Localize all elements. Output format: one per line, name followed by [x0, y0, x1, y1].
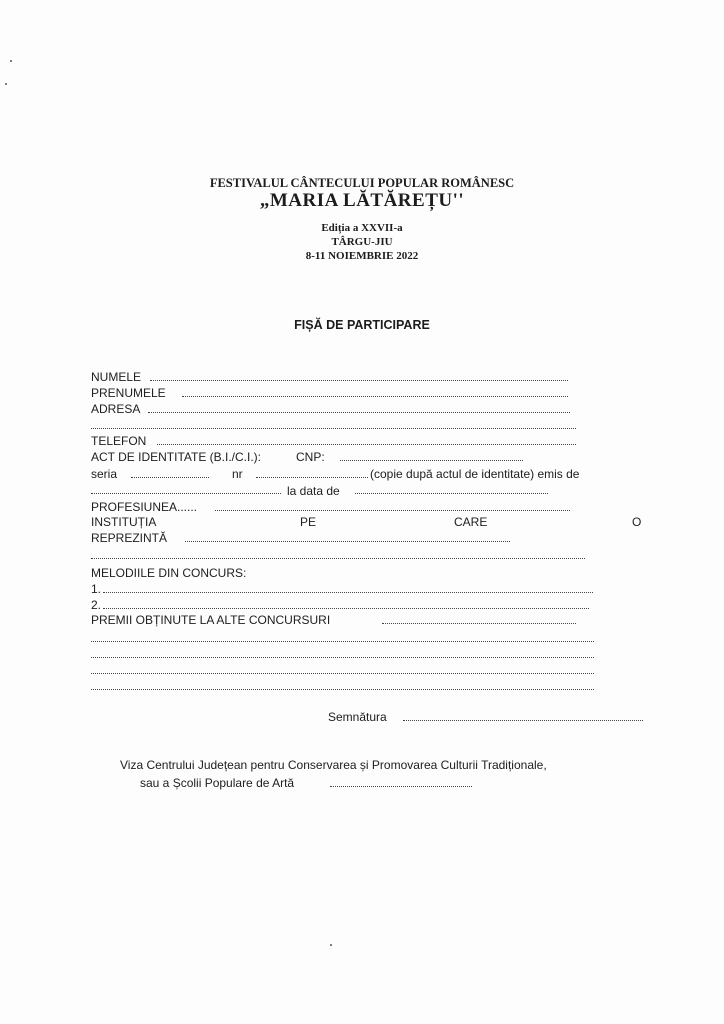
adresa-label: ADRESA: [91, 402, 141, 416]
adresa-field[interactable]: [148, 401, 570, 413]
o-label: O: [632, 515, 642, 529]
semnatura-field[interactable]: [403, 709, 643, 721]
institutia-field[interactable]: [185, 530, 510, 542]
premii-field-line2[interactable]: [91, 630, 594, 642]
scan-speck: [10, 60, 12, 62]
premii-field-line3[interactable]: [91, 646, 594, 658]
form-title: FIȘĂ DE PARTICIPARE: [294, 318, 430, 332]
premii-field-line5[interactable]: [91, 678, 594, 690]
la-data-de-label: la data de: [287, 484, 340, 498]
institutia-field-line2[interactable]: [91, 547, 585, 559]
seria-field[interactable]: [131, 466, 209, 478]
premii-field-line4[interactable]: [91, 662, 594, 674]
adresa-field-line2[interactable]: [91, 417, 576, 429]
premii-field[interactable]: [382, 612, 576, 624]
cnp-field[interactable]: [340, 449, 523, 461]
melodiile-label: MELODIILE DIN CONCURS:: [91, 566, 247, 580]
pe-label: PE: [300, 515, 317, 529]
nr-field[interactable]: [256, 466, 368, 478]
care-label: CARE: [454, 515, 488, 529]
seria-label: seria: [91, 467, 118, 481]
scan-speck: [330, 944, 332, 946]
reprezinta-label: REPREZINTĂ: [91, 531, 168, 545]
prenumele-field[interactable]: [182, 385, 568, 397]
cnp-label: CNP:: [296, 450, 325, 464]
telefon-field[interactable]: [157, 433, 576, 445]
numele-label: NUMELE: [91, 370, 142, 384]
viza-field[interactable]: [330, 775, 472, 787]
act-identitate-label: ACT DE IDENTITATE (B.I./C.I.):: [91, 450, 262, 464]
nr-label: nr: [232, 467, 243, 481]
scan-speck: [5, 83, 7, 85]
la-data-de-field[interactable]: [355, 482, 548, 494]
scoala-populara-text: sau a Școlii Populare de Artă: [140, 776, 295, 790]
telefon-label: TELEFON: [91, 434, 147, 448]
copie-note: (copie după actul de identitate) emis de: [370, 467, 580, 481]
numele-field[interactable]: [150, 369, 568, 381]
melodie-1-label: 1.: [91, 582, 102, 596]
profesiunea-label: PROFESIUNEA......: [91, 500, 198, 514]
premii-label: PREMII OBȚINUTE LA ALTE CONCURSURI: [91, 613, 331, 627]
viza-text: Viza Centrului Județean pentru Conservarea și Promovarea Culturii Tradiționale,: [120, 758, 547, 772]
festival-name: FESTIVALUL CÂNTECULUI POPULAR ROMÂNESC: [209, 176, 515, 190]
melodie-1-field[interactable]: [103, 581, 593, 593]
edition: Ediția a XXVII-a: [321, 222, 403, 234]
emis-de-field[interactable]: [91, 482, 281, 494]
profesiunea-field[interactable]: [215, 499, 570, 511]
prenumele-label: PRENUMELE: [91, 386, 166, 400]
festival-title: „MARIA LĂTĂREȚU'': [259, 190, 465, 211]
festival-dates: 8-11 NOIEMBRIE 2022: [305, 250, 419, 262]
semnatura-label: Semnătura: [328, 710, 387, 724]
melodie-2-label: 2.: [91, 598, 102, 612]
melodie-2-field[interactable]: [103, 597, 589, 609]
city: TÂRGU-JIU: [331, 236, 393, 248]
institutia-label: INSTITUȚIA: [91, 515, 157, 529]
